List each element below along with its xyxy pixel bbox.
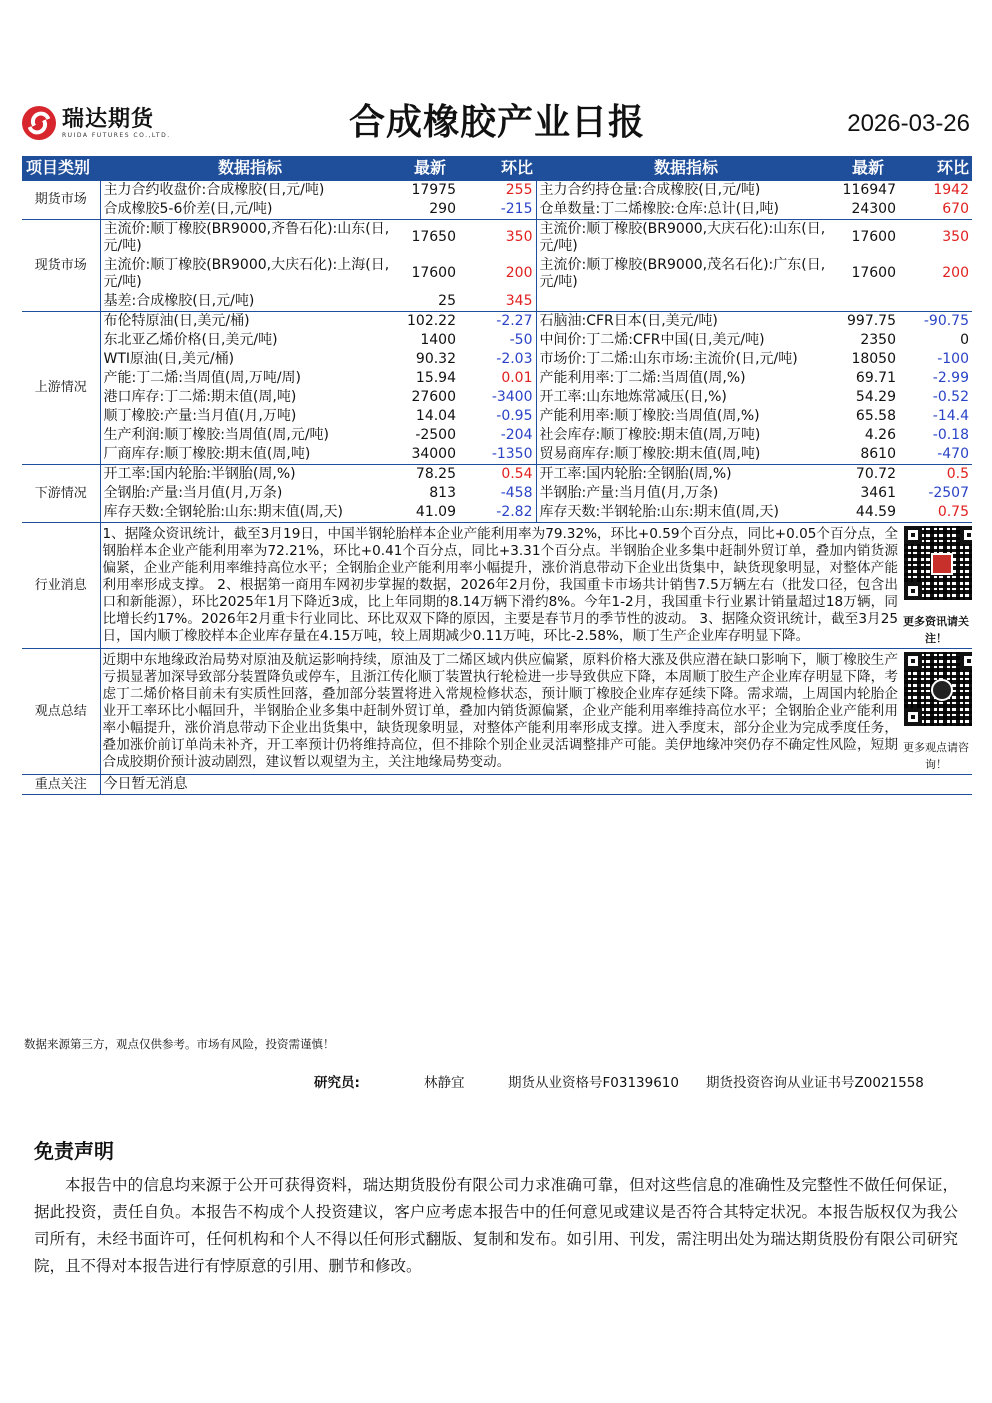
- indicator-name: [536, 292, 836, 312]
- indicator-name: 布伦特原油(日,美元/桶): [100, 311, 400, 331]
- latest-value: 3461: [860, 484, 896, 501]
- indicator-name: 开工率:山东地炼常减压(日,%): [536, 388, 836, 407]
- latest-value: 65.58: [855, 407, 896, 424]
- col-indicator-right: 数据指标: [536, 156, 836, 180]
- change-value: 670: [942, 200, 969, 217]
- change-value: 200: [942, 265, 969, 281]
- change-value: 0.75: [937, 503, 969, 520]
- category-label: 现货市场: [22, 219, 100, 311]
- change-value: 1942: [900, 180, 972, 200]
- latest-value: 78.25: [400, 464, 460, 484]
- change-value: -100: [937, 350, 969, 367]
- latest-value: 69.71: [855, 369, 896, 386]
- latest-value: -2500: [415, 426, 456, 443]
- indicator-name: 港口库存:丁二烯:期末值(周,吨): [103, 388, 297, 405]
- indicator-name: 主力合约持仓量:合成橡胶(日,元/吨): [536, 180, 836, 200]
- col-latest-left: 最新: [400, 156, 460, 180]
- indicator-name: 半钢胎:产量:当月值(月,万条): [536, 484, 836, 503]
- latest-value: 34000: [411, 445, 456, 462]
- indicator-name: 东北亚乙烯价格(日,美元/吨): [103, 331, 278, 348]
- latest-value: 1400: [420, 331, 456, 348]
- indicator-name: 产能利用率:顺丁橡胶:当周值(周,%): [536, 407, 836, 426]
- change-value: -14.4: [932, 407, 969, 424]
- indicator-name: 生产利润:顺丁橡胶:当周值(周,元/吨): [103, 426, 330, 443]
- table-row: [22, 407, 972, 426]
- latest-value: 44.59: [855, 503, 896, 520]
- change-value: 0.01: [501, 369, 533, 386]
- summary-text: 近期中东地缘政治局势对原油及航运影响持续，原油及丁二烯区域内供应偏紧，原料价格大涨及供应潜在缺口影响下，顺丁橡胶生产亏损显著加深导致部分装置降负或停车，且浙江传化顺丁装置执行轮检进一步导致供应下降，本周顺丁胶生产企业库存明显下降，考虑丁二烯价格目前未有实质性回落，叠加部分装置将进入常规检修状态，预计顺丁橡胶企业库存延续下降。需求端，上周国内轮胎企业开工率环比小幅回升，半钢胎企业多集中赶制外贸订单，叠加内销货源偏紧，企业产能利用率维持高位水平；全钢胎企业产能利用率小幅提升，涨价消息带动下企业出货集中，缺货现象明显，对整体产能利用率形成支撑。进入季度末，部分企业为完成季度任务，叠加涨价前订单尚未补齐，开工率预计仍将维持高位，但不排除个别企业灵活调整排产可能。美伊地缘冲突仍存不确定性风险，短期合成胶期价预计波动剧烈，建议暂以观望为主，关注地缘局势变动。: [100, 648, 900, 774]
- change-value: 0: [960, 331, 969, 348]
- focus-row: [22, 774, 972, 794]
- change-value: 0.5: [900, 464, 972, 484]
- change-value: [900, 292, 972, 312]
- change-value: -2.03: [496, 350, 533, 367]
- focus-text: 今日暂无消息: [100, 774, 972, 794]
- change-value: -0.52: [932, 388, 969, 405]
- indicator-name: WTI原油(日,美元/桶): [103, 350, 235, 367]
- logo-name: 瑞达期货: [62, 106, 155, 132]
- news-row: [22, 522, 972, 648]
- report-date: 2026-03-26: [847, 110, 970, 137]
- latest-value: 102.22: [400, 311, 460, 331]
- disclaimer-body: 本报告中的信息均来源于公开可获得资料，瑞达期货股份有限公司力求准确可靠，但对这些信息的准确性及完整性不做任何保证，据此投资，责任自负。本报告不构成个人投资建议，客户应考虑本报告中的任何意见或建议是否符合其特定状况。本报告版权仅为我公司所有，未经书面许可，任何机构和个人不得以任何形式翻版、复制和发布。如引用、刊发，需注明出处为瑞达期货股份有限公司研究院，且不得对本报告进行有悖原意的引用、删节和修改。: [34, 1176, 958, 1275]
- latest-value: 17600: [411, 265, 456, 281]
- latest-value: 4.26: [864, 426, 896, 443]
- table-row: [22, 464, 972, 484]
- table-row: [22, 331, 972, 350]
- col-change-left: 环比: [460, 156, 536, 180]
- latest-value: 17650: [400, 219, 460, 256]
- data-source-note: 数据来源第三方，观点仅供参考。市场有风险，投资需谨慎！: [24, 1037, 335, 1051]
- change-value: -204: [500, 426, 533, 443]
- data-table: [22, 156, 972, 795]
- latest-value: 27600: [411, 388, 456, 405]
- researcher-info: [314, 1071, 924, 1091]
- summary-qr-caption: 更多观点请咨询！: [903, 740, 969, 771]
- summary-label: 观点总结: [22, 648, 100, 774]
- change-value: -2.99: [932, 369, 969, 386]
- wechat-qr-code-icon: [902, 650, 972, 728]
- report-header: [22, 88, 972, 148]
- change-value: -215: [500, 200, 533, 217]
- indicator-name: 主力合约收盘价:合成橡胶(日,元/吨): [100, 180, 400, 200]
- indicator-name: 基差:合成橡胶(日,元/吨): [103, 292, 255, 309]
- indicator-name: 市场价:丁二烯:山东市场:主流价(日,元/吨): [536, 350, 836, 369]
- change-value: -3400: [491, 388, 533, 405]
- col-change-right: 环比: [900, 156, 972, 180]
- indicator-name: 主流价:顺丁橡胶(BR9000,齐鲁石化):山东(日,元/吨): [100, 219, 400, 256]
- indicator-name: 顺丁橡胶:产量:当月值(月,万吨): [103, 407, 297, 424]
- disclaimer-title: 免责声明: [34, 1139, 114, 1163]
- indicator-name: 开工率:国内轮胎:半钢胎(周,%): [100, 464, 400, 484]
- news-text: 1、据隆众资讯统计，截至3月19日，中国半钢轮胎样本企业产能利用率为79.32%，环比+0.59个百分点，同比+0.05个百分点，全钢胎样本企业产能利用率为72.21%，环比+0.41个百分点，同比+3.31个百分点。半钢胎企业多集中赶制外贸订单，叠加内销货源偏紧，企业产能利用率维持高位水平；全钢胎企业产能利用率小幅提升，涨价消息带动下企业出货集中，缺货现象明显，对整体产能利用率形成支撑。 2、根据第一商用车网初步掌握的数据，2026年2月份，我国重卡市场共计销售7.5万辆左右（批发口径，包含出口和新能源），环比2025年1月下降近3成，比上年同期的8.14万辆下滑约8%。今年1-2月，我国重卡行业累计销量超过18万辆，同比增长约17%。2026年2月重卡行业同比、环比双双下降的原因，主要是春节月的季节性的波动。 3、据隆众资讯统计，截至3月25日，国内顺丁橡胶样本企业库存量在4.15万吨，较上周期减少0.11万吨，环比-2.58%，顺丁生产企业库存明显下降。: [100, 522, 900, 648]
- latest-value: 290: [429, 200, 456, 217]
- indicator-name: 库存天数:半钢轮胎:山东:期末值(周,天): [536, 503, 836, 523]
- table-row: [22, 388, 972, 407]
- indicator-name: 产能利用率:丁二烯:当周值(周,%): [536, 369, 836, 388]
- latest-value: 54.29: [855, 388, 896, 405]
- latest-value: [836, 292, 900, 312]
- change-value: -458: [500, 484, 533, 501]
- table-header-row: [22, 156, 972, 180]
- indicator-name: 贸易商库存:顺丁橡胶:期末值(周,吨): [536, 445, 836, 465]
- change-value: 0.54: [460, 464, 536, 484]
- summary-qr-cell: [900, 648, 972, 774]
- change-value: -50: [509, 331, 533, 348]
- news-qr-caption: 更多资讯请关注！: [903, 614, 969, 645]
- change-value: -1350: [491, 445, 533, 462]
- indicator-name: 石脑油:CFR日本(日,美元/吨): [536, 311, 836, 331]
- category-label: 下游情况: [22, 464, 100, 522]
- table-row: [22, 256, 972, 292]
- change-value: -2.82: [496, 503, 533, 520]
- change-value: -90.75: [900, 311, 972, 331]
- latest-value: 2350: [860, 331, 896, 348]
- table-row: [22, 292, 972, 312]
- latest-value: 116947: [836, 180, 900, 200]
- researcher-name: 林静宜: [424, 1075, 465, 1091]
- latest-value: 15.94: [415, 369, 456, 386]
- col-indicator-left: 数据指标: [100, 156, 400, 180]
- table-row: [22, 503, 972, 523]
- change-value: 350: [900, 219, 972, 256]
- indicator-name: 库存天数:全钢轮胎:山东:期末值(周,天): [103, 503, 344, 520]
- latest-value: 997.75: [836, 311, 900, 331]
- latest-value: 8610: [860, 445, 896, 462]
- indicator-name: 主流价:顺丁橡胶(BR9000,茂名石化):广东(日,元/吨): [536, 256, 836, 292]
- change-value: -2507: [928, 484, 969, 501]
- change-value: -470: [937, 445, 969, 462]
- indicator-name: 开工率:国内轮胎:全钢胎(周,%): [536, 464, 836, 484]
- latest-value: 18050: [851, 350, 896, 367]
- latest-value: 813: [429, 484, 456, 501]
- table-row: [22, 200, 972, 220]
- change-value: 345: [505, 292, 533, 309]
- consult-certificate-number: 期货投资咨询从业证书号Z0021558: [706, 1075, 924, 1091]
- change-value: -2.27: [460, 311, 536, 331]
- qualification-number: 期货从业资格号F03139610: [508, 1075, 679, 1091]
- table-row: [22, 350, 972, 369]
- table-row: [22, 311, 972, 331]
- indicator-name: 主流价:顺丁橡胶(BR9000,大庆石化):上海(日,元/吨): [103, 256, 390, 290]
- change-value: 200: [505, 265, 533, 281]
- latest-value: 90.32: [415, 350, 456, 367]
- table-row: [22, 426, 972, 445]
- logo-english: RUIDA FUTURES CO.,LTD.: [62, 131, 171, 139]
- qr-code-icon: [902, 524, 972, 602]
- latest-value: 70.72: [836, 464, 900, 484]
- table-row: [22, 180, 972, 200]
- table-row: [22, 369, 972, 388]
- change-value: -0.95: [496, 407, 533, 424]
- latest-value: 17975: [400, 180, 460, 200]
- change-value: 255: [460, 180, 536, 200]
- indicator-name: 全钢胎:产量:当月值(月,万条): [103, 484, 283, 501]
- latest-value: 17600: [836, 219, 900, 256]
- indicator-name: 社会库存:顺丁橡胶:期末值(周,万吨): [536, 426, 836, 445]
- news-qr-cell: [900, 522, 972, 648]
- summary-row: [22, 648, 972, 774]
- change-value: -0.18: [932, 426, 969, 443]
- category-label: 上游情况: [22, 311, 100, 464]
- table-row: [22, 219, 972, 256]
- indicator-name: 主流价:顺丁橡胶(BR9000,大庆石化):山东(日,元/吨): [536, 219, 836, 256]
- table-row: [22, 484, 972, 503]
- indicator-name: 中间价:丁二烯:CFR中国(日,美元/吨): [536, 331, 836, 350]
- latest-value: 24300: [851, 200, 896, 217]
- latest-value: 41.09: [415, 503, 456, 520]
- indicator-name: 合成橡胶5-6价差(日,元/吨): [103, 200, 273, 217]
- indicator-name: 产能:丁二烯:当周值(周,万吨/周): [103, 369, 302, 386]
- change-value: 350: [460, 219, 536, 256]
- col-category: 项目类别: [22, 156, 100, 180]
- latest-value: 25: [438, 292, 456, 309]
- latest-value: 17600: [851, 265, 896, 281]
- report-title: 合成橡胶产业日报: [348, 102, 645, 143]
- table-row: [22, 445, 972, 465]
- indicator-name: 厂商库存:顺丁橡胶:期末值(周,吨): [103, 445, 311, 462]
- col-latest-right: 最新: [836, 156, 900, 180]
- indicator-name: 仓单数量:丁二烯橡胶:仓库:总计(日,吨): [536, 200, 836, 220]
- category-label: 期货市场: [22, 180, 100, 219]
- focus-label: 重点关注: [22, 774, 100, 794]
- latest-value: 14.04: [415, 407, 456, 424]
- researcher-label: 研究员:: [314, 1075, 360, 1091]
- news-label: 行业消息: [22, 522, 100, 648]
